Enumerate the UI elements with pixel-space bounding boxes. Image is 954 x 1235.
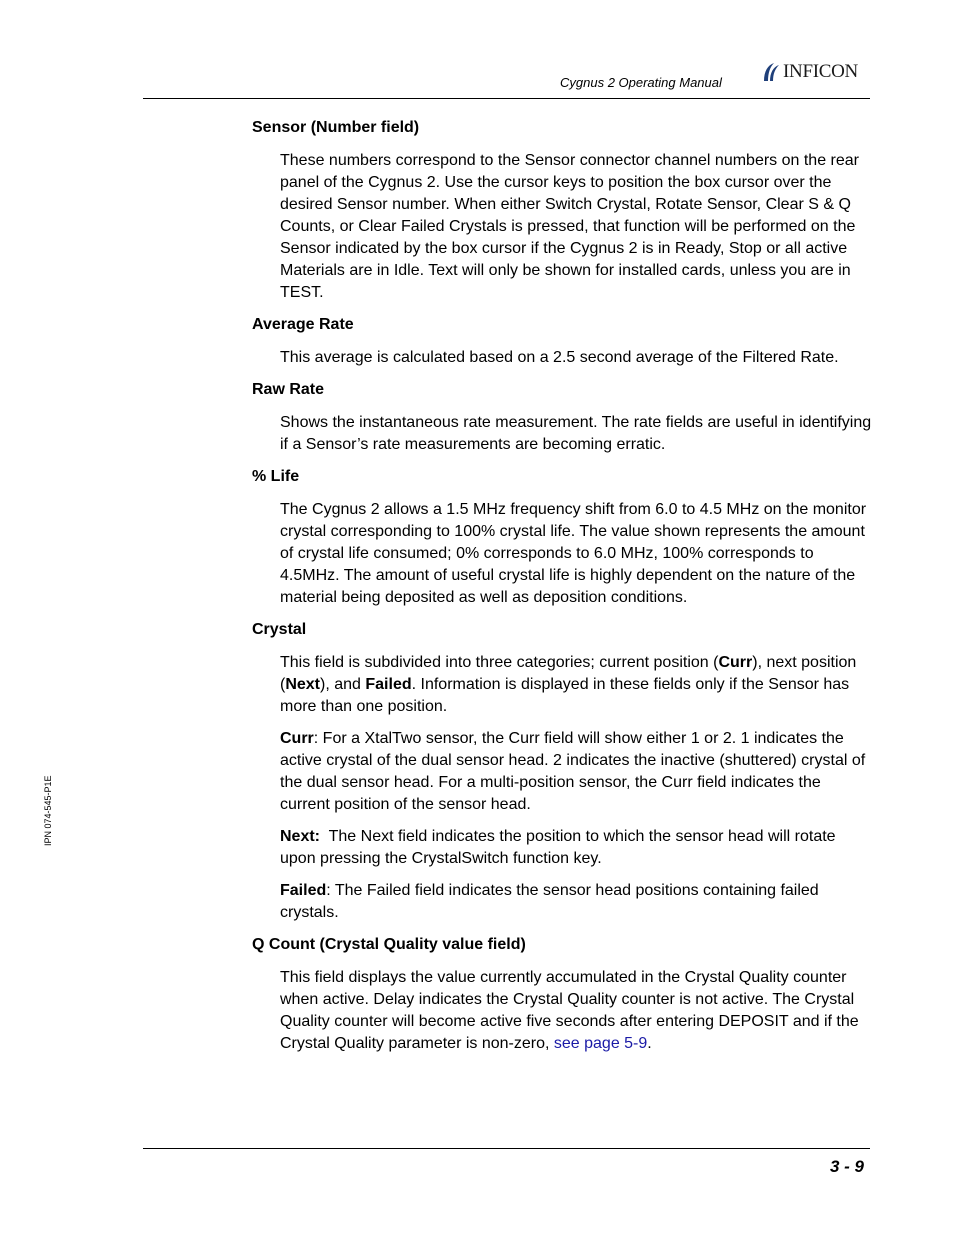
crystal-intro-2: ), next position (: [280, 654, 857, 693]
paragraph-q-count: [280, 967, 872, 1055]
heading-average-rate: Average Rate: [252, 316, 354, 333]
header-rule: [143, 98, 870, 99]
crystal-intro-3: ), and: [320, 676, 366, 693]
next-body: The Next field indicates the position to which the sensor head will rotate upon pressing the CrystalSwitch function key.: [280, 828, 841, 867]
inficon-logo-icon: [760, 61, 782, 83]
logo-text: INFICON: [783, 61, 858, 82]
q-count-link-suffix: .: [647, 1035, 652, 1052]
paragraph-failed: [280, 880, 872, 924]
paragraph-raw-rate: Shows the instantaneous rate measurement. The rate fields are useful in identifying if a Sensor’s rate measurements are becoming erratic.: [280, 414, 872, 453]
paragraph-life: The Cygnus 2 allows a 1.5 MHz frequency shift from 6.0 to 4.5 MHz on the monitor crystal corresponding to 100% crystal life. The value shown represents the amount of crystal life consumed; 0% corresponds to 6.0 MHz, 100% corresponds to 4.5MHz. The amount of useful crystal life is highly dependent on the nature of the material being deposited as well as deposition conditions.: [280, 501, 867, 606]
heading-sensor: Sensor (Number field): [252, 119, 420, 136]
heading-q-count: Q Count (Crystal Quality value field): [252, 936, 526, 953]
term-next: Next: [285, 676, 321, 693]
paragraph-next: [280, 826, 872, 870]
crystal-intro-1: This field is subdivided into three categories; current position (: [280, 654, 719, 671]
failed-body: : The Failed field indicates the sensor head positions containing failed crystals.: [280, 882, 819, 921]
paragraph-sensor: These numbers correspond to the Sensor connector channel numbers on the rear panel of the Cygnus 2. Use the cursor keys to position the box cursor over the desired Sensor number. When either Switch Crystal, Rotate Sensor, Clear S & Q Counts, or Clear Failed Crystals is pressed, that function will be performed on the Sensor indicated by the box cursor if the Cygnus 2 is in Ready, Stop or all active Materials are in Idle. Text will only be shown for installed cards, unless you are in TEST.: [280, 152, 859, 301]
term-failed: Failed: [365, 676, 412, 693]
page-number: 3 - 9: [829, 1157, 864, 1176]
q-count-body: This field displays the value currently accumulated in the Crystal Quality counter when active. Delay indicates the Crystal Quality counter is not active. The Crystal Quality counter will become active five seconds after entering DEPOSIT and if the Crystal Quality parameter is non-zero,: [280, 969, 859, 1052]
label-next: Next:: [280, 828, 321, 845]
label-curr: Curr: [280, 730, 314, 747]
crystal-intro-4: . Information is displayed in these fields only if the Sensor has more than one position.: [280, 676, 850, 715]
heading-crystal: Crystal: [252, 621, 307, 638]
footer-rule: [143, 1148, 870, 1149]
term-curr: Curr: [718, 654, 753, 671]
see-page-link[interactable]: see page 5-9: [553, 1035, 648, 1052]
inficon-logo: [760, 60, 875, 84]
document-ipn: IPN 074-545-P1E: [43, 775, 53, 846]
label-failed: Failed: [280, 882, 327, 899]
paragraph-average-rate: This average is calculated based on a 2.5 second average of the Filtered Rate.: [280, 349, 839, 366]
paragraph-curr: [280, 728, 872, 816]
heading-raw-rate: Raw Rate: [252, 381, 325, 398]
manual-title: Cygnus 2 Operating Manual: [560, 75, 722, 90]
curr-body: : For a XtalTwo sensor, the Curr field will show either 1 or 2. 1 indicates the active crystal of the dual sensor head. 2 indicates the inactive (shuttered) crystal of the dual sensor head. For a multi-position sensor, the Curr field indicates the current position of the sensor head.: [280, 730, 866, 813]
paragraph-crystal-intro: [280, 652, 872, 718]
page-content: [252, 117, 877, 1065]
heading-life: % Life: [252, 468, 300, 485]
